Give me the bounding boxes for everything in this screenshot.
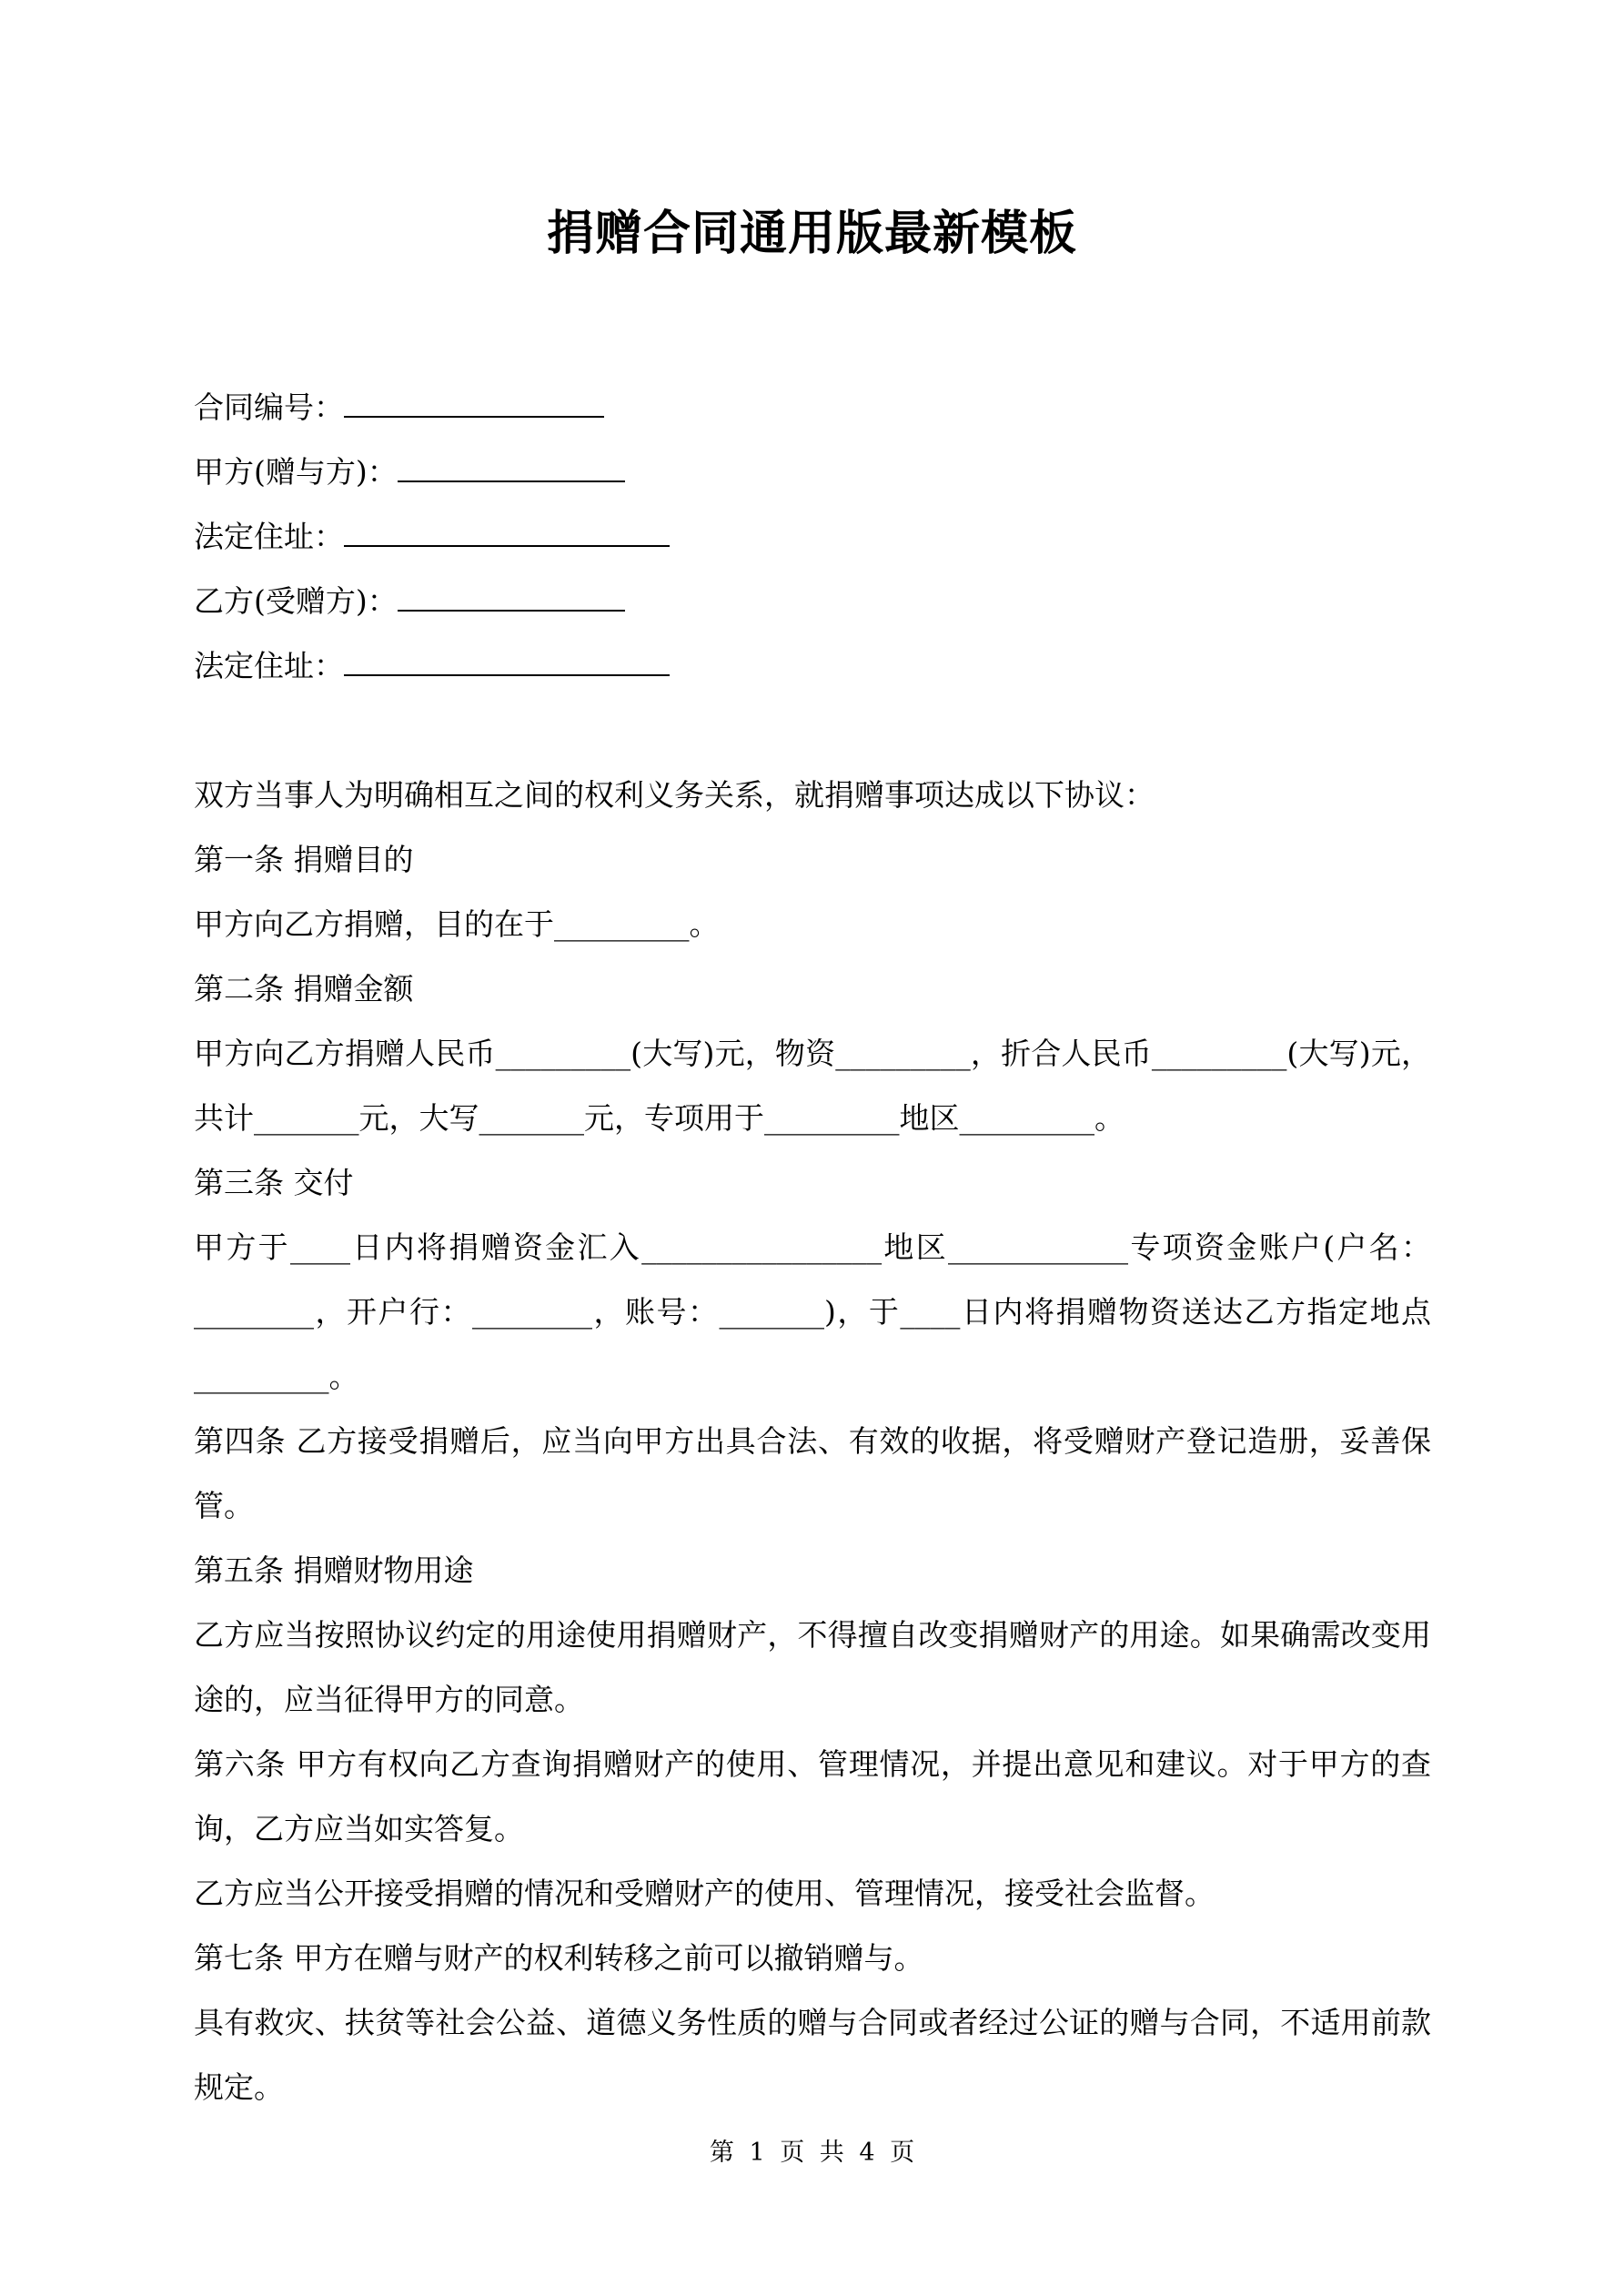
field-label: 甲方(赠与方)：	[194, 454, 398, 490]
header-field-party-a	[194, 440, 1431, 504]
article-3-heading: 第三条 交付	[194, 1165, 354, 1200]
header-field-contract-number	[194, 375, 1431, 440]
header-field-party-a-address	[194, 504, 1431, 569]
article-7-text: 第七条 甲方在赠与财产的权利转移之前可以撤销赠与。	[194, 1940, 924, 1976]
article-2-text: 甲方向乙方捐赠人民币_________(大写)元，物资_________，折合人民币_________(大写)元，共计_______元，大写_______元，专项用于_________地区_________。	[194, 1036, 1431, 1136]
article-1-text: 甲方向乙方捐赠，目的在于_________。	[194, 906, 720, 942]
document-title: 捐赠合同通用版最新模板	[546, 207, 1077, 261]
page-number-footer: 第 1 页 共 4 页	[709, 2139, 915, 2167]
article-5-heading: 第五条 捐赠财物用途	[194, 1553, 474, 1588]
fill-in-blank	[344, 389, 604, 418]
field-label: 合同编号：	[194, 389, 344, 425]
field-label: 法定住址：	[194, 519, 344, 554]
header-field-party-b-address	[194, 633, 1431, 698]
field-label: 法定住址：	[194, 648, 344, 683]
article-1-heading: 第一条 捐赠目的	[194, 842, 414, 877]
contract-header-fields	[194, 375, 1431, 698]
article-2-heading: 第二条 捐赠金额	[194, 971, 414, 1006]
article-5-text: 乙方应当按照协议约定的用途使用捐赠财产，不得擅自改变捐赠财产的用途。如果确需改变用途的，应当征得甲方的同意。	[194, 1617, 1431, 1717]
fill-in-blank	[398, 582, 625, 612]
fill-in-blank	[398, 453, 625, 482]
fill-in-blank	[344, 518, 670, 547]
header-field-party-b	[194, 569, 1431, 633]
field-label: 乙方(受赠方)：	[194, 583, 398, 619]
fill-in-blank	[344, 647, 670, 676]
article-3-text: 甲方于____日内将捐赠资金汇入________________地区____________专项资金账户(户名：________，开户行：________，账号：_______)，于____日内将捐赠物资送达乙方指定地点_________。	[194, 1229, 1431, 1394]
article-6-text: 第六条 甲方有权向乙方查询捐赠财产的使用、管理情况，并提出意见和建议。对于甲方的查询，乙方应当如实答复。	[194, 1746, 1431, 1846]
article-7-text-2: 具有救灾、扶贫等社会公益、道德义务性质的赠与合同或者经过公证的赠与合同，不适用前款规定。	[194, 2005, 1431, 2105]
intro-paragraph: 双方当事人为明确相互之间的权利义务关系，就捐赠事项达成以下协议：	[194, 777, 1155, 813]
article-4-text: 第四条 乙方接受捐赠后，应当向甲方出具合法、有效的收据，将受赠财产登记造册，妥善保管。	[194, 1423, 1431, 1523]
article-6-text-2: 乙方应当公开接受捐赠的情况和受赠财产的使用、管理情况，接受社会监督。	[194, 1876, 1215, 1911]
contract-body	[194, 763, 1431, 2119]
